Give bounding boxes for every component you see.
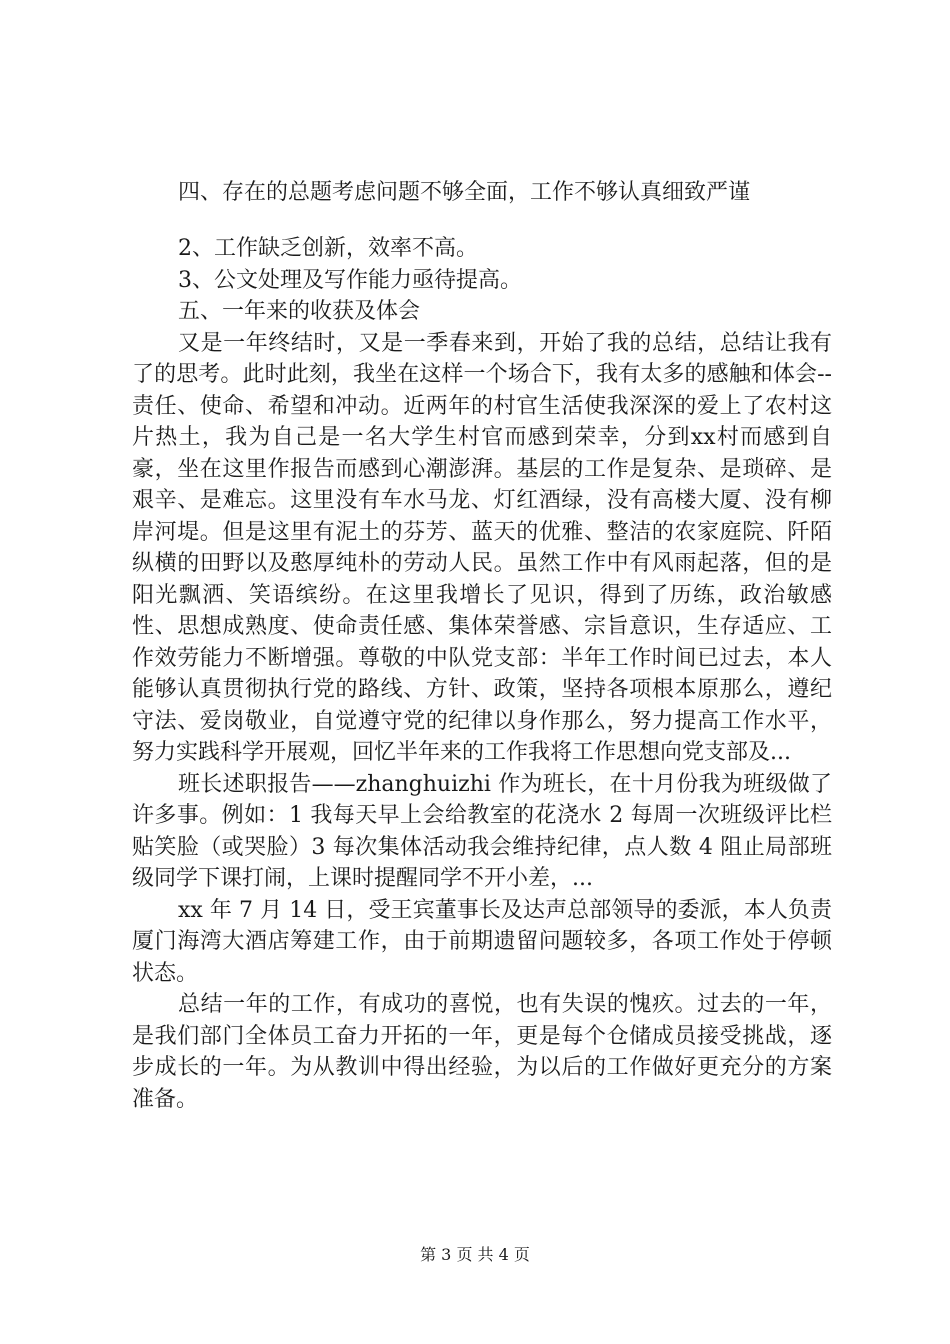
list-item-2: 2、工作缺乏创新，效率不高。 xyxy=(178,236,478,261)
paragraph-hotel: xx 年 7 月 14 日，受王宾董事长及达声总部领导的委派，本人负责厦门海湾大酒店筹建工作，由于前期遗留问题较多，各项工作处于停顿状态。 xyxy=(132,897,832,986)
page-number-footer: 第 3 页 共 4 页 xyxy=(420,1245,530,1264)
paragraph-summary: 总结一年的工作，有成功的喜悦，也有失误的愧疚。过去的一年，是我们部门全体员工奋力开拓的一年，更是每个仓储成员接受挑战，逐步成长的一年。为从教训中得出经验，为以后的工作做好更充分的方案准备。 xyxy=(132,992,832,1112)
paragraph-reflection: 又是一年终结时，又是一季春来到，开始了我的总结，总结让我有了的思考。此时此刻，我坐在这样一个场合下，我有太多的感触和体会--责任、使命、希望和冲动。近两年的村官生活使我深深的爱上了农村这片热土，我为自己是一名大学生村官而感到荣幸，分到xx村而感到自豪，坐在这里作报告而感到心潮澎湃。基层的工作是复杂、是琐碎、是艰辛、是难忘。这里没有车水马龙、灯红酒绿，没有高楼大厦、没有柳岸河堤。但是这里有泥土的芬芳、蓝天的优雅、整洁的农家庭院、阡陌纵横的田野以及憨厚纯朴的劳动人民。虽然工作中有风雨起落，但的是阳光飘洒、笑语缤纷。在这里我增长了见识，得到了历练，政治敏感性、思想成熟度、使命责任感、集体荣誉感、宗旨意识，生存适应、工作效劳能力不断增强。尊敬的中队党支部：半年工作时间已过去，本人能够认真贯彻执行党的路线、方针、政策，坚持各项根本原那么，遵纪守法、爱岗敬业，自觉遵守党的纪律以身作那么，努力提高工作水平，努力实践科学开展观，回忆半年来的工作我将工作思想向党支部及... xyxy=(132,330,832,765)
paragraph-class-monitor: 班长述职报告——zhanghuizhi 作为班长，在十月份我为班级做了许多事。例如：1 我每天早上会给教室的花浇水 2 每周一次班级评比栏贴笑脸（或哭脸）3 每次集体活动我会维持纪律，点人数 4 阻止局部班级同学下课打闹，上课时提醒同学不开小差，... xyxy=(132,771,832,891)
list-item-3: 3、公文处理及写作能力亟待提高。 xyxy=(178,267,522,293)
document-body xyxy=(132,233,832,1115)
section-heading-five: 五、一年来的收获及体会 xyxy=(178,299,421,324)
section-heading-four: 四、存在的总题考虑问题不够全面，工作不够认真细致严谨 xyxy=(178,180,751,205)
